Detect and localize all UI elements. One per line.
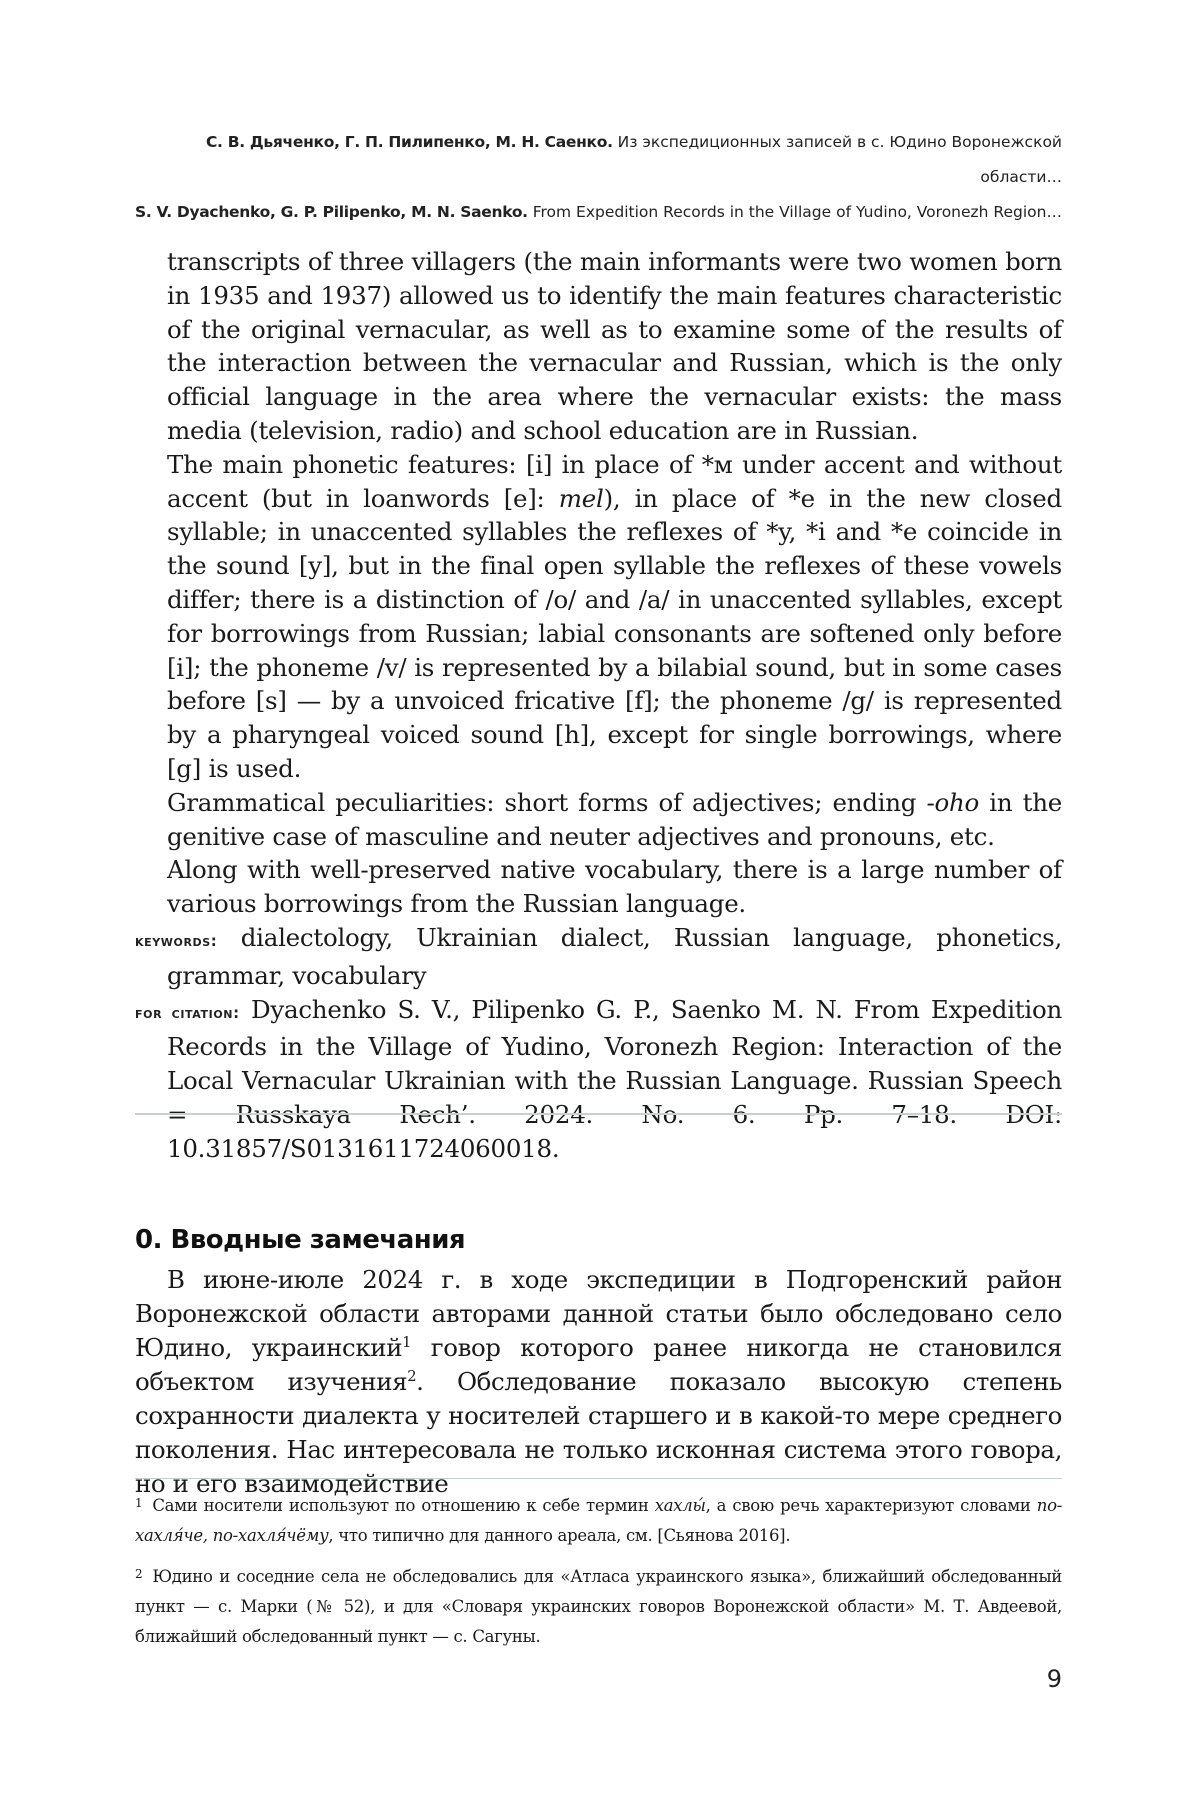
running-head-ru-title: Из экспедиционных записей в с. Юдино Воронежской области… [617, 133, 1062, 186]
footnote-1-text-a: Сами носители используют по отношению к себе термин [152, 1496, 649, 1515]
footnote-1-text-b: , а свою речь характеризуют словами [705, 1496, 1031, 1515]
citation-text: Dyachenko S. V., Pilipenko G. P., Saenko M. N. From Expedition Records in the Village of Yudino, Voronezh Region: Interaction of the Local Vernacular Ukrainian with the Russian Language. Russian Speech = Russkaya Rech’. 2024. No. 6. Pp. 7–18. DOI: 10.31857/S0131611724060018. [167, 994, 1063, 1163]
abstract-p2-text-a: The main phonetic features: [i] in place of *м under accent and without accent (but in loanwords [e]: [167, 449, 1062, 513]
footnote-2-text: Юдино и соседние села не обследовались для «Атласа украинского языка», ближайший обследованный пункт — с. Марки (№ 52), и для «Словаря украинских говоров Воронежской области» М. Т. Авдеевой, ближайший обследованный пункт — с. Сагуны. [135, 1567, 1062, 1646]
abstract-paragraph-1: transcripts of three villagers (the main informants were two women born in 1935 and 1937) allowed us to identify the main features characteristic of the original vernacular, as well as to examine some of the results of the interaction between the vernacular and Russian, which is the only official language in the area where the vernacular exists: the mass media (television, radio) and school education are in Russian. [167, 247, 1062, 445]
abstract-paragraph-2 [135, 448, 1062, 786]
abstract-divider [135, 1113, 1062, 1115]
intro-paragraph [135, 1263, 1062, 1498]
keywords-text: dialectology, Ukrainian dialect, Russian language, phonetics, grammar, vocabulary [167, 922, 1062, 990]
abstract-p3-text-b: in the genitive case of masculine and neuter adjectives and pronouns, etc. [167, 787, 1062, 851]
footnote-1-number: 1 [135, 1496, 143, 1510]
intro-text-a: В июне-июле 2024 г. в ходе экспедиции в Подгоренский район Воронежской области авторами данной статьи было обследовано село Юдино, украинский [135, 1265, 1062, 1362]
footnote-1-text-c: , что типично для данного ареала, см. [Сьянова 2016]. [328, 1526, 791, 1545]
intro-text-b: говор которого ранее никогда не становился объектом изучения [135, 1333, 1062, 1396]
running-head-ru [132, 125, 1062, 195]
footnote-1-italic-1: хахлы́ [654, 1496, 706, 1515]
citation [135, 993, 1062, 1166]
section-title: 0. Вводные замечания [135, 1225, 466, 1255]
running-head-en [132, 195, 1062, 230]
footnotes [135, 1488, 1062, 1660]
abstract-p2-italic: mel [558, 483, 604, 513]
abstract [135, 245, 1062, 1166]
abstract-paragraph-4: Along with well-preserved native vocabulary, there is a large number of various borrowings from the Russian language. [167, 855, 1062, 919]
keywords [135, 921, 1062, 993]
abstract-p3-italic: -oho [926, 787, 980, 817]
abstract-p2-text-b: ), in place of *e in the new closed syllable; in unaccented syllables the reflexes of *y, *i and *e coincide in the sound [y], but in the final open syllable the reflexes of these vowels differ; there is a distinction of /o/ and /a/ in unaccented syllables, except for borrowings from Russian; labial consonants are softened only before [i]; the phoneme /v/ is represented by a bilabial sound, but in some cases before [s] — by a unvoiced fricative [f]; the phoneme /g/ is represented by a pharyngeal voiced sound [h], except for single borrowings, where [g] is used. [167, 483, 1062, 783]
footnote-ref-1[interactable]: 1 [402, 1333, 412, 1351]
footnote-rule [135, 1478, 1062, 1479]
running-head [132, 125, 1062, 230]
footnote-1 [135, 1488, 1062, 1551]
abstract-p3-text-a: Grammatical peculiarities: short forms of adjectives; ending [167, 787, 917, 817]
footnote-2-number: 2 [135, 1567, 143, 1581]
keywords-label: keywords: [135, 931, 218, 950]
footnote-1-italic-2: по-хахля́че, по-хахля́чёму [135, 1496, 1062, 1545]
citation-label: for citation: [135, 1003, 240, 1022]
abstract-paragraph-3 [135, 786, 1062, 854]
running-head-ru-authors: С. В. Дьяченко, Г. П. Пилипенко, М. Н. Саенко. [205, 133, 613, 151]
page-number: 9 [1046, 1665, 1062, 1693]
running-head-en-authors: S. V. Dyachenko, G. P. Pilipenko, M. N. Saenko. [134, 203, 528, 221]
footnote-2 [135, 1559, 1062, 1652]
intro-text-c: . Обследование показало высокую степень сохранности диалекта у носителей старшего и в какой-то мере среднего поколения. Нас интересовала не только исконная система этого говора, но и его взаимодействие [135, 1367, 1062, 1498]
footnote-ref-2[interactable]: 2 [407, 1367, 417, 1385]
running-head-en-title: From Expedition Records in the Village of Yudino, Voronezh Region… [532, 203, 1062, 221]
